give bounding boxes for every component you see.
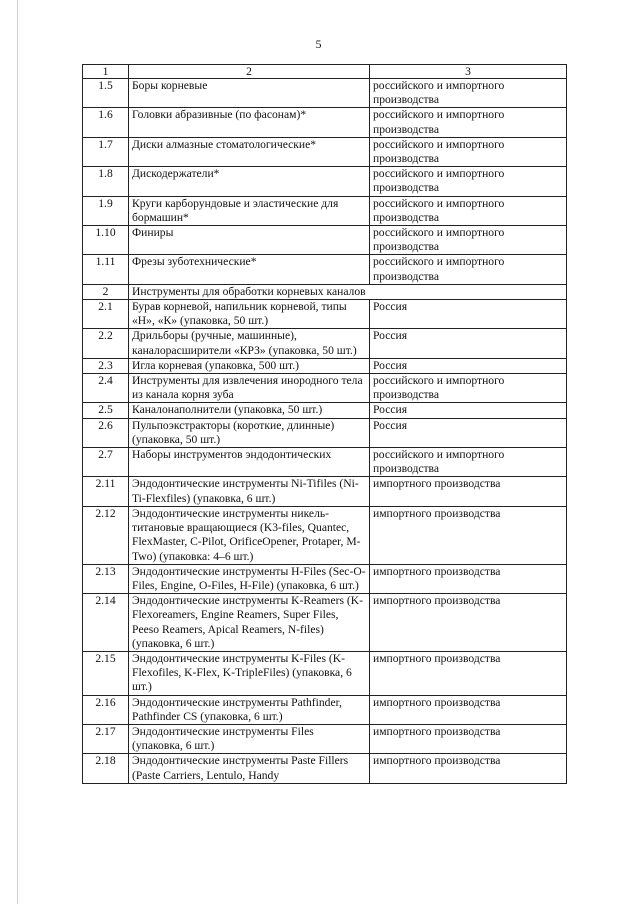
table-row: [83, 418, 567, 447]
item-number-cell: 2.5: [83, 403, 129, 418]
header-cell-1: 1: [83, 65, 129, 79]
item-number-cell: 2.1: [83, 300, 129, 329]
item-name-cell: Каналонаполнители (упаковка, 50 шт.): [129, 403, 370, 418]
item-origin-cell: Россия: [370, 418, 567, 447]
item-origin-cell: российского и импортного производства: [370, 108, 567, 137]
item-number-cell: 2.18: [83, 754, 129, 783]
item-name-cell: Фрезы зуботехнические*: [129, 255, 370, 284]
item-name-cell: Инструменты для извлечения инородного тела из канала корня зуба: [129, 374, 370, 403]
item-name-cell: Эндодонтические инструменты никель-титановые вращающиеся (K3-files, Quantec, FlexMaster, C-Pilot, OrificeOpener, Protaper, M-Two) (упаковка: 4–6 шт.): [129, 506, 370, 564]
section-title-cell: Инструменты для обработки корневых каналов: [129, 284, 567, 299]
table-row: [83, 477, 567, 506]
item-origin-cell: российского и импортного производства: [370, 374, 567, 403]
item-name-cell: Эндодонтические инструменты Files (упаковка, 6 шт.): [129, 724, 370, 753]
item-origin-cell: импортного производства: [370, 754, 567, 783]
table-row: [83, 506, 567, 564]
item-name-cell: Головки абразивные (по фасонам)*: [129, 108, 370, 137]
item-origin-cell: импортного производства: [370, 477, 567, 506]
item-number-cell: 2.4: [83, 374, 129, 403]
item-origin-cell: Россия: [370, 358, 567, 373]
table-row: [83, 651, 567, 695]
item-number-cell: 1.7: [83, 137, 129, 166]
table-row: [83, 108, 567, 137]
item-number-cell: 2.15: [83, 651, 129, 695]
table-row: [83, 358, 567, 373]
item-origin-cell: импортного производства: [370, 724, 567, 753]
table-row: [83, 594, 567, 652]
table-row: [83, 564, 567, 593]
item-origin-cell: импортного производства: [370, 651, 567, 695]
item-name-cell: Эндодонтические инструменты K-Files (K- Flexofiles, K-Flex, K-TripleFiles) (упаковка, 6 шт.): [129, 651, 370, 695]
item-origin-cell: российского и импортного производства: [370, 167, 567, 196]
item-number-cell: 1.11: [83, 255, 129, 284]
item-origin-cell: импортного производства: [370, 564, 567, 593]
table-row: [83, 255, 567, 284]
item-name-cell: Эндодонтические инструменты Pathfinder, Pathfinder CS (упаковка, 6 шт.): [129, 695, 370, 724]
item-name-cell: Круги карборундовые и эластические для бормашин*: [129, 196, 370, 225]
item-number-cell: 2.2: [83, 329, 129, 358]
item-name-cell: Пульпоэкстракторы (короткие, длинные) (упаковка, 50 шт.): [129, 418, 370, 447]
item-number-cell: 2.17: [83, 724, 129, 753]
item-origin-cell: импортного производства: [370, 695, 567, 724]
page-number: 5: [315, 37, 322, 51]
item-name-cell: Бурав корневой, напильник корневой, типы «Н», «К» (упаковка, 50 шт.): [129, 300, 370, 329]
item-number-cell: 2.11: [83, 477, 129, 506]
table-row: [83, 695, 567, 724]
item-number-cell: 2.13: [83, 564, 129, 593]
table-row: [83, 79, 567, 108]
item-name-cell: Эндодонтические инструменты Paste Fillers (Paste Carriers, Lentulo, Handy: [129, 754, 370, 783]
table-row: [83, 448, 567, 477]
item-origin-cell: импортного производства: [370, 594, 567, 652]
item-name-cell: Финиры: [129, 226, 370, 255]
item-number-cell: 1.6: [83, 108, 129, 137]
item-origin-cell: Россия: [370, 300, 567, 329]
item-number-cell: 2: [83, 284, 129, 299]
section-row: [83, 284, 567, 299]
item-name-cell: Игла корневая (упаковка, 500 шт.): [129, 358, 370, 373]
table-row: [83, 374, 567, 403]
item-origin-cell: российского и импортного производства: [370, 79, 567, 108]
item-origin-cell: Россия: [370, 329, 567, 358]
item-name-cell: Дискодержатели*: [129, 167, 370, 196]
item-name-cell: Наборы инструментов эндодонтических: [129, 448, 370, 477]
item-name-cell: Дрильборы (ручные, машинные), каналорасширители «КРЗ» (упаковка, 50 шт.): [129, 329, 370, 358]
table-row: [83, 329, 567, 358]
item-name-cell: Эндодонтические инструменты H-Files (Sec-O-Files, Engine, O-Files, H-File) (упаковка, 6 шт.): [129, 564, 370, 593]
table-row: [83, 196, 567, 225]
item-number-cell: 2.7: [83, 448, 129, 477]
table-row: [83, 167, 567, 196]
item-number-cell: 2.3: [83, 358, 129, 373]
item-number-cell: 1.5: [83, 79, 129, 108]
items-table: [82, 64, 567, 784]
item-origin-cell: российского и импортного производства: [370, 226, 567, 255]
item-name-cell: Эндодонтические инструменты Ni-Tifiles (Ni-Ti-Flexfiles) (упаковка, 6 шт.): [129, 477, 370, 506]
item-number-cell: 1.9: [83, 196, 129, 225]
table-row: [83, 754, 567, 783]
item-origin-cell: российского и импортного производства: [370, 255, 567, 284]
item-origin-cell: импортного производства: [370, 506, 567, 564]
table-row: [83, 724, 567, 753]
item-name-cell: Эндодонтические инструменты K-Reamers (K-Flexoreamers, Engine Reamers, Super Files, Peeso Reamers, Apical Reamers, N-files) (упаковка, 6 шт.): [129, 594, 370, 652]
table-row: [83, 403, 567, 418]
item-origin-cell: российского и импортного производства: [370, 448, 567, 477]
item-origin-cell: Россия: [370, 403, 567, 418]
table-row: [83, 300, 567, 329]
item-number-cell: 2.12: [83, 506, 129, 564]
item-name-cell: Боры корневые: [129, 79, 370, 108]
item-number-cell: 1.10: [83, 226, 129, 255]
item-name-cell: Диски алмазные стоматологические*: [129, 137, 370, 166]
header-cell-2: 2: [129, 65, 370, 79]
table-header-row: [83, 65, 567, 79]
item-origin-cell: российского и импортного производства: [370, 137, 567, 166]
scan-edge-line: [17, 0, 18, 904]
item-number-cell: 1.8: [83, 167, 129, 196]
item-number-cell: 2.6: [83, 418, 129, 447]
item-number-cell: 2.16: [83, 695, 129, 724]
item-origin-cell: российского и импортного производства: [370, 196, 567, 225]
table-row: [83, 137, 567, 166]
table-row: [83, 226, 567, 255]
header-cell-3: 3: [370, 65, 567, 79]
item-number-cell: 2.14: [83, 594, 129, 652]
